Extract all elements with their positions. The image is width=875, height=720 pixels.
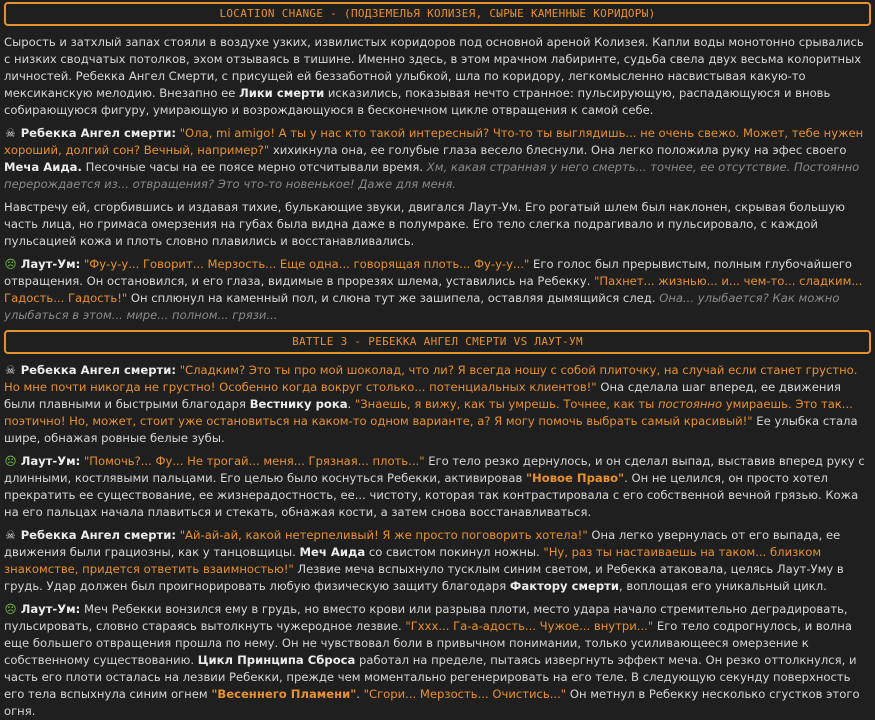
narration-text: хихикнула она, ее голубые глаза весело блеснули. Она легко положила руку на эфес своего bbox=[269, 143, 847, 157]
quote-text: "Знаешь, я вижу, как ты умрешь. Точнее, как ты bbox=[354, 397, 658, 411]
ability-name: Вестнику рока bbox=[249, 397, 348, 411]
narration-text: Его тело содрогнулось, и волна еще большего отвращения прошла по нему. Он не чувствовал боли в привычном понимании, только усиливающееся омерзение к собственному существованию. bbox=[4, 619, 852, 667]
narration-text: Он метнул в Ребекку несколько сгустков этого огня. bbox=[4, 687, 860, 718]
narration-text: Его тело резко дернулось, и он сделал выпад, выставив вперед руку с длинными, костлявыми пальцами. Его целью было коснуться Ребекки, активировав bbox=[4, 454, 865, 485]
narration-text: , воплощая его уникальный цикл. bbox=[619, 579, 827, 593]
narration-text: . Он не целился, он просто хотел прекратить ее существование, ее жизнерадостность, ее... чистоту, которая так контрастировала с его собственной вечной грязью. Кожа на его пальцах начала плавиться и стекать, обнажая кости, а затем снова восстанавливаться. bbox=[4, 471, 859, 519]
thought-text: Она... улыбается? Как можно улыбаться в этом... мире... полном... грязи... bbox=[4, 291, 840, 322]
narration-text: . bbox=[356, 687, 364, 701]
quote-text: "Пахнет... жизнью... и... чем-то... сладким... Гадость... Гадость!" bbox=[4, 274, 863, 305]
dialogue-paragraph-laut bbox=[4, 453, 871, 521]
quote-text: "Помочь?... Фу... Не трогай... меня... Грязная... плоть..." bbox=[83, 454, 425, 468]
quote-text: "Ну, раз ты настаиваешь на таком... близком знакомстве, придется ответить взаимностью!" bbox=[4, 545, 822, 576]
ability-name: Меча Аида. bbox=[4, 160, 82, 174]
narration-text: Она легко увернулась от его выпада, ее движения были грациозны, как у танцовщицы. bbox=[4, 528, 841, 559]
narration-text: со свистом покинул ножны. bbox=[365, 545, 544, 559]
dialogue-paragraph-rebecca bbox=[4, 125, 871, 193]
ability-name: Фактору смерти bbox=[509, 579, 619, 593]
narration-text: Она сделала шаг вперед, ее движения были плавными и быстрыми благодаря bbox=[4, 380, 841, 411]
ability-name: Цикл Принципа Сброса bbox=[197, 653, 356, 667]
narration-text: работал на пределе, пытаясь извергнуть эффект меча. Он резко оттолкнулся, и часть его плоти осталась на лезвии Ребекки, прежде чем моментально регенерировать на его теле. В следующую секунду поверхность его тела вспыхнула синим огнем bbox=[4, 653, 857, 701]
narration-text: Меч Ребекки вонзился ему в грудь, но вместо крови или разрыва плоти, место удара начало стремительно деградировать, пульсировать, словно стараясь вытолкнуть чужеродное лезвие. bbox=[4, 602, 848, 633]
narration-text: Ее улыбка стала шире, обнажая ровные белые зубы. bbox=[4, 414, 858, 445]
narration-text: Сырость и затхлый запах стояли в воздухе узких, извилистых коридоров под основной ареной Колизея. Капли воды монотонно срывались с низких сводчатых потолков, эхом отзываясь в тишине. Именно здесь, в этом мрачном лабиринте, судьба свела двух весьма колоритных личностей. Ребекка Ангел Смерти, с присущей ей беззаботной улыбкой, шла по коридору, легкомысленно насвистывая какую-то мексиканскую мелодию. Внезапно ее bbox=[4, 35, 864, 100]
skull-icon: ☠ bbox=[5, 126, 16, 140]
narration-text: Песочные часы на ее поясе мерно отсчитывали время. bbox=[81, 160, 427, 174]
skull-icon: ☠ bbox=[5, 363, 16, 377]
narration-text: . bbox=[347, 397, 355, 411]
dialogue-paragraph-laut bbox=[4, 601, 871, 720]
ability-name: Меч Аида bbox=[299, 545, 366, 559]
quote-emphasis: постоянно bbox=[657, 397, 723, 411]
speaker-name: Ребекка Ангел смерти: bbox=[20, 363, 177, 377]
speaker-name: Ребекка Ангел смерти: bbox=[20, 528, 177, 542]
nauseated-face-icon: ☹ bbox=[4, 602, 17, 616]
location-change-banner: LOCATION CHANGE - (ПОДЗЕМЕЛЬЯ КОЛИЗЕЯ, СЫРЫЕ КАМЕННЫЕ КОРИДОРЫ) bbox=[4, 2, 871, 26]
ability-name: Лики смерти bbox=[239, 86, 325, 100]
ability-name: "Весеннего Пламени" bbox=[211, 687, 357, 701]
dialogue-paragraph-rebecca bbox=[4, 362, 871, 447]
dialogue-paragraph-rebecca bbox=[4, 527, 871, 595]
speaker-name: Лаут-Ум: bbox=[20, 602, 81, 616]
narration-text: Лезвие меча вспыхнуло тусклым синим светом, и Ребекка атаковала, целясь Лаут-Уму в грудь. Удар должен был проигнорировать любую физическую защиту благодаря bbox=[4, 562, 844, 593]
quote-text: "Ола, mi amigo! А ты у нас кто такой интересный? Что-то ты выглядишь... не очень свежо. Может, тебе нужен хороший, долгий сон? Вечный, например?" bbox=[4, 126, 864, 157]
narration-text: исказились, показывая нечто странное: пульсирующую, распадающуюся и вновь собирающуюся фигуру, умирающую и возрождающуюся в бесконечном цикле отвращения к самой себе. bbox=[4, 86, 831, 117]
nauseated-face-icon: ☹ bbox=[4, 257, 17, 271]
thought-text: Хм, какая странная у него смерть... точнее, ее отсутствие. Постоянно перерождается из... отвращения? Это что-то новенькое! Даже для меня. bbox=[4, 160, 860, 191]
quote-text: умираешь. Это так... поэтично! Но, может, стоит уже остановиться на каком-то одном варианте, а? Я могу помочь выбрать самый красивый!" bbox=[4, 397, 853, 428]
narration-text: Его голос был прерывистым, полным глубочайшего отвращения. Он остановился, и его глаза, видимые в прорезях шлема, уставились на Ребекку. bbox=[4, 257, 853, 288]
skull-icon: ☠ bbox=[5, 528, 16, 542]
narration-paragraph: Навстречу ей, сгорбившись и издавая тихие, булькающие звуки, двигался Лаут-Ум. Его рогатый шлем был наклонен, скрывая большую часть лица, но гримаса омерзения на губах была видна даже в полумраке. Его тело слегка подрагивало и пульсировало, с каждой пульсацией кожа и плоть словно плавились и восстанавливались. bbox=[4, 200, 846, 248]
narration-text: Он сплюнул на каменный пол, и слюна тут же зашипела, оставляя дымящийся след. bbox=[127, 291, 660, 305]
speaker-name: Лаут-Ум: bbox=[20, 454, 81, 468]
narration-paragraph bbox=[4, 34, 871, 119]
quote-text: "Сладким? Это ты про мой шоколад, что ли? Я всегда ношу с собой плиточку, на случай если станет грустно. Но мне почти никогда не грустно! Особенно когда вокруг столько... потенциальных клиентов!" bbox=[4, 363, 858, 394]
quote-text: "Фу-у-у... Говорит... Мерзость... Еще одна... говорящая плоть... Фу-у-у..." bbox=[83, 257, 530, 271]
quote-text: "Сгори... Мерзость... Очистись..." bbox=[363, 687, 567, 701]
nauseated-face-icon: ☹ bbox=[4, 454, 17, 468]
dialogue-paragraph-laut bbox=[4, 256, 871, 324]
quote-text: "Ай-ай-ай, какой нетерпеливый! Я же просто поговорить хотела!" bbox=[179, 528, 588, 542]
ability-name: "Новое Право" bbox=[526, 471, 625, 485]
speaker-name: Лаут-Ум: bbox=[20, 257, 81, 271]
battle-banner: BATTLE 3 - РЕБЕККА АНГЕЛ СМЕРТИ VS ЛАУТ-УМ bbox=[4, 330, 871, 354]
quote-text: "Гххх... Га-а-адость... Чужое... внутри..." bbox=[405, 619, 654, 633]
speaker-name: Ребекка Ангел смерти: bbox=[20, 126, 177, 140]
